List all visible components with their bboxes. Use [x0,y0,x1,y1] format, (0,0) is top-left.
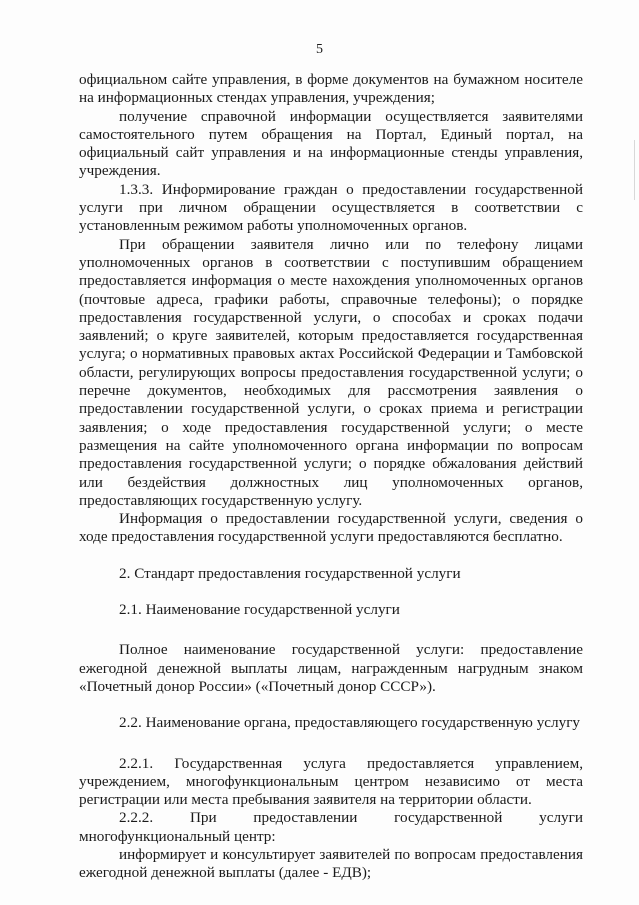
paragraph-info-stands: официальном сайте управления, в форме документов на бумажном носителе на информационных стендах управления, учреждения; [79,71,583,107]
paragraph-1-3-3: 1.3.3. Информирование граждан о предоставлении государственной услуги при личном обращении осуществляется в соответствии с установленным режимом работы уполномоченных органов. [79,180,583,235]
page-text [79,71,583,883]
scan-edge-mark [634,140,635,200]
paragraph-informs: информирует и консультирует заявителей по вопросам предоставления ежегодной денежной выплаты (далее - ЕДВ); [79,845,583,882]
paragraph-full-name: Полное наименование государственной услуги: предоставление ежегодной денежной выплаты лицам, награжденным нагрудным знаком «Почетный донор России» («Почетный донор СССР»). [79,641,583,695]
paragraph-2-2-2: 2.2.2. При предоставлении государственной услуги многофункциональный центр: [79,809,583,845]
paragraph-personal-appeal: При обращении заявителя лично или по телефону лицами уполномоченных органов в соответствии с поступившим обращением предоставляется информация о месте нахождения уполномоченных органов (почтовые адреса, графики работы, справочные телефоны); о порядке предоставления государственной услуги, о способах и сроках подачи заявлений; о круге заявителей, которым предоставляется государственная услуга; о нормативных правовых актах Российской Федерации и Тамбовской области, регулирующих вопросы предоставления государственной услуги; о перечне документов, необходимых для рассмотрения заявления о предоставлении государственной услуги, о сроках приема и регистрации заявления; о ходе предоставления государственной услуги; о месте размещения на сайте уполномоченного органа информации по вопросам предоставления государственной услуги; о порядке обжалования действий или бездействия должностных лиц уполномоченных органов, предоставляющих государственную услугу. [79,235,583,509]
page-number: 5 [316,42,323,57]
paragraph-free-info: Информация о предоставлении государственной услуги, сведения о ходе предоставления государственной услуги предоставляются бесплатно. [79,510,583,546]
paragraph-reference-info: получение справочной информации осуществляется заявителями самостоятельного путем обращения на Портал, Единый портал, на официальный сайт управления и на информационные стенды управления, учреждения. [79,107,583,180]
paragraph-2-2-1: 2.2.1. Государственная услуга предоставляется управлением, учреждением, многофункциональным центром независимо от места регистрации или места пребывания заявителя на территории области. [79,754,583,809]
section-heading-2-2: 2.2. Наименование органа, предоставляющего государственную услугу [119,714,581,732]
section-heading-2-1: 2.1. Наименование государственной услуги [119,601,400,619]
section-heading-2: 2. Стандарт предоставления государственной услуги [119,564,461,582]
